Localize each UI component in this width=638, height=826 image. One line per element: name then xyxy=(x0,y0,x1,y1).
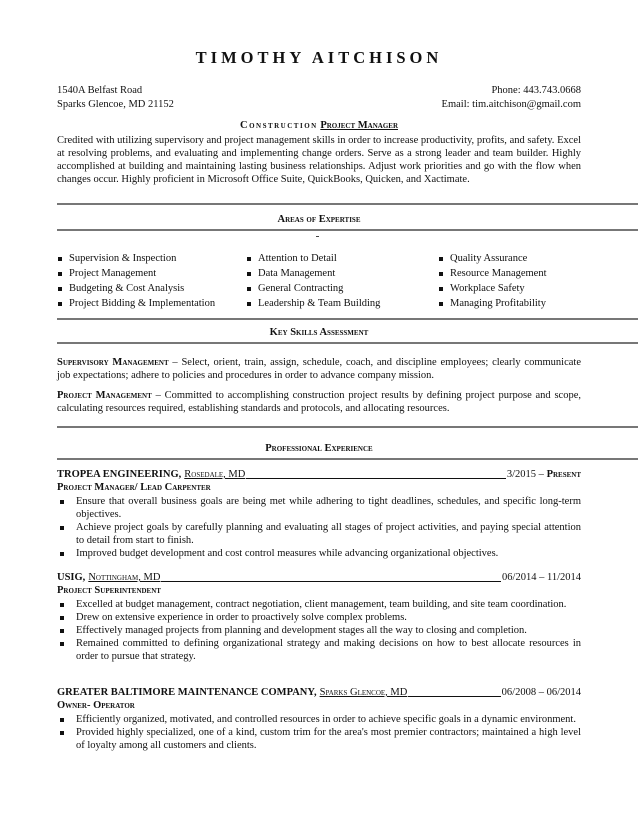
objective-title xyxy=(0,119,638,132)
job-bullets xyxy=(57,598,581,663)
divider xyxy=(57,229,638,231)
list-item: Provided highly specialized, one of a kind, custom trim for the area's most premier contractors; maintained a high level of loyalty among all customers and clients. xyxy=(57,726,581,752)
company-location: Rosedale, MD xyxy=(184,469,246,480)
job-title: Owner- Operator xyxy=(57,700,135,711)
experience-title: Professional Experience xyxy=(265,443,373,454)
expertise-column-1 xyxy=(57,251,215,311)
list-item: Effectively managed projects from planning and development stages all the way to closing and completion. xyxy=(57,624,581,637)
list-item: Supervision & Inspection xyxy=(57,251,215,266)
job-title: Project Superintendent xyxy=(57,585,161,596)
list-item: Project Management xyxy=(57,266,215,281)
job-dates xyxy=(507,468,581,481)
skill-text: – Committed to accomplishing construction project results by defining project purpose and scope, calculating resources required, establishing standards and protocols, and allocating resources. xyxy=(57,390,581,414)
company-name: GREATER BALTIMORE MAINTENANCE COMPANY, xyxy=(57,687,317,698)
list-item: Achieve project goals by carefully planning and evaluating all stages of project activities, and paying special attention to detail from start to finish. xyxy=(57,521,581,547)
company-name: TROPEA ENGINEERING, xyxy=(57,469,182,480)
skill-lead: Supervisory Management xyxy=(57,357,169,368)
list-item: Data Management xyxy=(246,266,380,281)
objective-title-prefix: Construction xyxy=(239,120,318,131)
phone: Phone: 443.743.0668 xyxy=(491,85,581,96)
divider xyxy=(57,458,638,460)
job-header xyxy=(57,686,581,699)
job-header xyxy=(57,571,581,584)
list-item: General Contracting xyxy=(246,281,380,296)
divider xyxy=(57,342,638,344)
job-dates: 06/2008 – 06/2014 xyxy=(501,687,581,698)
job-dates: 06/2014 – 11/2014 xyxy=(502,572,581,583)
list-item: Quality Assurance xyxy=(438,251,547,266)
list-item: Budgeting & Cost Analysis xyxy=(57,281,215,296)
company-location: Sparks Glencoe, MD xyxy=(319,687,408,698)
job-title: Project Manager/ Lead Carpenter xyxy=(57,482,211,493)
list-item: Managing Profitability xyxy=(438,296,547,311)
leader-line xyxy=(161,581,501,582)
contact-row-2 xyxy=(57,98,581,111)
candidate-name: TIMOTHY AITCHISON xyxy=(195,48,443,67)
list-item: Excelled at budget management, contract negotiation, client management, team building, and site team coordination. xyxy=(57,598,581,611)
divider xyxy=(57,203,638,205)
skills-title: Key Skills Assessment xyxy=(269,327,369,338)
leader-line xyxy=(246,478,506,479)
list-item: Resource Management xyxy=(438,266,547,281)
job-bullets xyxy=(57,713,581,752)
company-location: Nottingham, MD xyxy=(88,572,161,583)
expertise-title: Areas of Expertise xyxy=(277,214,361,225)
expertise-column-3 xyxy=(438,251,547,311)
expertise-grid xyxy=(57,251,617,311)
skill-supervisory xyxy=(57,356,581,382)
list-item: Workplace Safety xyxy=(438,281,547,296)
contact-row-1 xyxy=(57,84,581,97)
list-item: Project Bidding & Implementation xyxy=(57,296,215,311)
objective-title-underlined: Project Manager xyxy=(320,120,399,131)
job-header xyxy=(57,468,581,481)
list-item: Drew on extensive experience in order to proactively solve complex problems. xyxy=(57,611,581,624)
dates-start: 3/2015 – xyxy=(506,469,547,480)
company-name: USIG, xyxy=(57,572,86,583)
list-item: Ensure that overall business goals are being met while adhering to tight deadlines, schedules, and specific long-term objectives. xyxy=(57,495,581,521)
email: Email: tim.aitchison@gmail.com xyxy=(441,99,581,110)
address-line-2: Sparks Glencoe, MD 21152 xyxy=(57,99,174,110)
skill-text: – Select, orient, train, assign, schedule, coach, and discipline employees; clearly communicate job expectations; adhere to policies and procedures in order to advance company mission. xyxy=(57,357,581,381)
divider xyxy=(57,426,638,428)
job-bullets xyxy=(57,495,581,560)
skill-project-management xyxy=(57,389,581,415)
list-item: Attention to Detail xyxy=(246,251,380,266)
address-line-1: 1540A Belfast Road xyxy=(57,85,143,96)
list-item: Leadership & Team Building xyxy=(246,296,380,311)
list-item: Improved budget development and cost control measures while advancing organizational objectives. xyxy=(57,547,581,560)
stray-mark xyxy=(316,236,319,237)
skill-lead: Project Management xyxy=(57,390,152,401)
list-item: Efficiently organized, motivated, and controlled resources in order to achieve specific goals in a dynamic environment. xyxy=(57,713,581,726)
divider xyxy=(57,318,638,320)
expertise-column-2 xyxy=(246,251,380,311)
list-item: Remained committed to defining organizational strategy and making decisions on how to best allocate resources in order to pursue that strategy. xyxy=(57,637,581,663)
objective-summary: Credited with utilizing supervisory and project management skills in order to increase productivity, profits, and safety. Excel at resolving problems, and evaluating and implementing change orders. Serve as a strong leader and team builder. Highly accomplished at building and maintaining lasting business relationships. Adjust work priorities and go with the flow when changes occur. Highly proficient in Microsoft Office Suite, QuickBooks, Quicken, and Xactimate. xyxy=(57,135,581,185)
leader-line xyxy=(408,696,500,697)
dates-end: Present xyxy=(546,469,581,480)
